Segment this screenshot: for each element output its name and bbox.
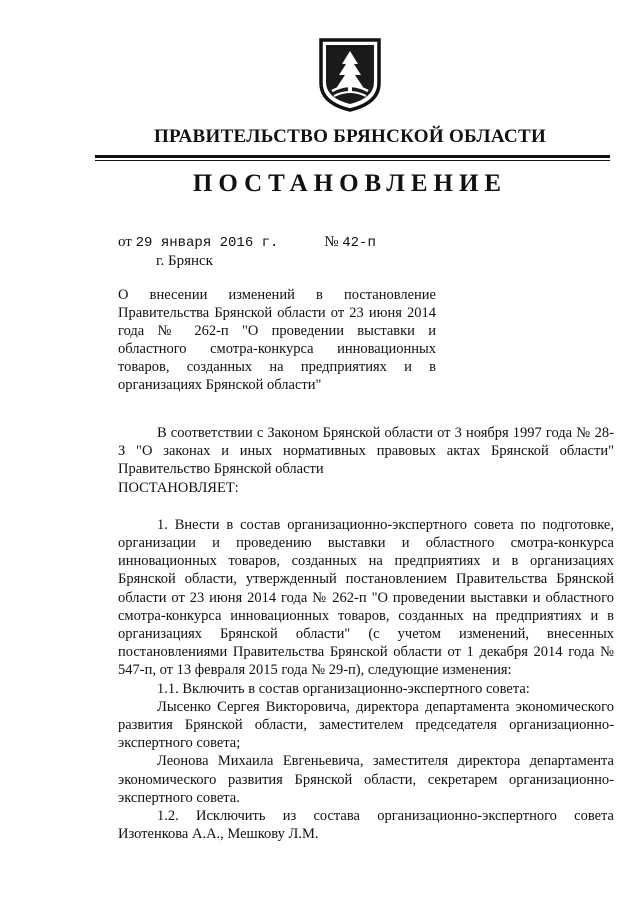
item-1: 1. Внести в состав организационно-экспертного совета по подготовке, организации и проведению выставки и областного смотра-конкурса инновационных товаров, созданных на предприятиях и в организациях Брянской области, утвержденный постановлением Правительства Брянской области от 23 июня 2014 года № 262-п "О проведении выставки и областного смотра-конкурса инновационных товаров, созданных на предприятиях и в организациях Брянской области" (с учетом изменений, внесенных постановлениями Правительства Брянской области от 1 декабря 2014 года № 547-п, от 13 февраля 2015 года № 29-п), следующие изменения: (118, 516, 614, 679)
document-number: 42-п (342, 235, 376, 251)
date-prefix: от (118, 234, 132, 250)
city: г. Брянск (156, 253, 213, 269)
item-1-2: 1.2. Исключить из состава организационно-экспертного совета Изотенкова А.А., Мешкову Л.М. (118, 808, 614, 843)
document-date: 29 января 2016 г. (135, 235, 279, 251)
item-1-1: 1.1. Включить в состав организационно-экспертного совета: (157, 680, 530, 697)
item-1-1-person-1: Лысенко Сергея Викторовича, директора департамента экономического развития Брянской области, заместителем председателя организационно-экспертного совета; (118, 698, 614, 752)
header-rule-thin (95, 160, 610, 161)
document-type-title: ПОСТАНОВЛЕНИЕ (192, 170, 508, 197)
date-number-line (118, 234, 376, 251)
number-label: № (324, 234, 339, 250)
preamble: В соответствии с Законом Брянской области от 3 ноября 1997 года № 28-З "О законах и иных нормативных правовых актах Брянской области" Правительство Брянской области (118, 425, 614, 478)
decree-word: ПОСТАНОВЛЯЕТ: (118, 479, 239, 496)
government-name: ПРАВИТЕЛЬСТВО БРЯНСКОЙ ОБЛАСТИ (153, 126, 547, 147)
coat-of-arms-icon (318, 37, 382, 113)
header-rule-thick (95, 155, 610, 158)
item-1-1-person-2: Леонова Михаила Евгеньевича, заместителя директора департамента экономического развития Брянской области, секретарем организационно-экспертного совета. (118, 753, 614, 806)
document-body (118, 424, 614, 843)
document-subject: О внесении изменений в постановление Правительства Брянской области от 23 июня 2014 года № 262-п "О проведении выставки и областного смотра-конкурса инновационных товаров, созданных на предприятиях и в организациях Брянской области" (118, 287, 436, 393)
